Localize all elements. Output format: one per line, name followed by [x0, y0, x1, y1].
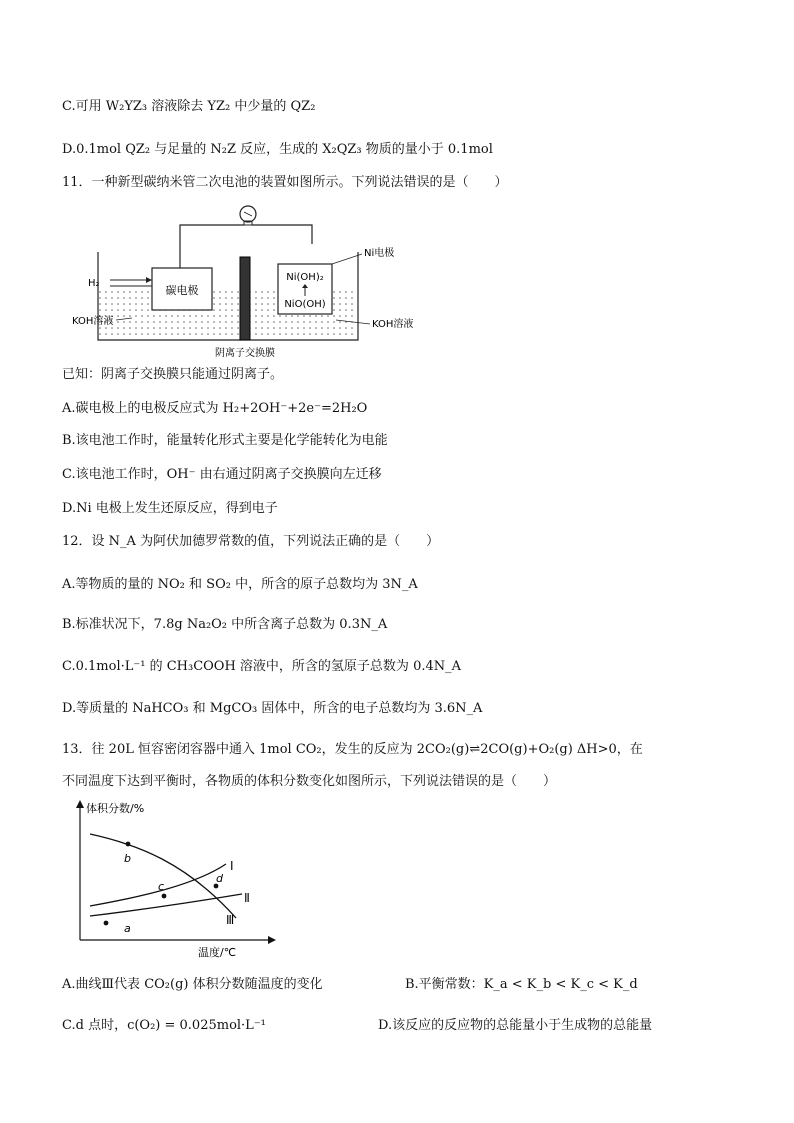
koh-right-label: KOH溶液 — [372, 319, 414, 330]
q13-option-c: C.d 点时，c(O₂) = 0.025mol·L⁻¹ — [62, 1018, 266, 1033]
battery-diagram — [72, 200, 440, 360]
q13-option-d: D.该反应的反应物的总能量小于生成物的总能量 — [378, 1018, 653, 1033]
h2-label: H₂ — [88, 278, 100, 289]
anion-exchange-membrane — [240, 257, 250, 340]
question-13-stem-2: 不同温度下达到平衡时，各物质的体积分数变化如图所示，下列说法错误的是（ ） — [62, 774, 557, 789]
point-b — [126, 842, 131, 847]
q12-option-d: D.等质量的 NaHCO₃ 和 MgCO₃ 固体中，所含的电子总数均为 3.6N_A — [62, 701, 483, 716]
x-axis-label: 温度/℃ — [198, 946, 237, 959]
q13-option-a: A.曲线Ⅲ代表 CO₂(g) 体积分数随温度的变化 — [62, 977, 323, 992]
q11-option-b: B.该电池工作时，能量转化形式主要是化学能转化为电能 — [62, 433, 388, 448]
q11-option-d: D.Ni 电极上发生还原反应，得到电子 — [62, 501, 278, 516]
koh-left-label: KOH溶液 — [72, 316, 114, 327]
q12-option-c: C.0.1mol·L⁻¹ 的 CH₃COOH 溶液中，所含的氢原子总数为 0.4N_A — [62, 659, 462, 674]
q12-option-a: A.等物质的量的 NO₂ 和 SO₂ 中，所含的原子总数均为 3N_A — [62, 577, 418, 592]
curve-III-label: Ⅲ — [226, 913, 235, 927]
question-12-stem: 12．设 N_A 为阿伏加德罗常数的值，下列说法正确的是（ ） — [62, 534, 440, 549]
volume-fraction-chart — [66, 798, 296, 958]
question-13-stem-1: 13．往 20L 恒容密闭容器中通入 1mol CO₂，发生的反应为 2CO₂(g)⇌2CO(g)+O₂(g) ΔH>0，在 — [62, 742, 643, 757]
q11-option-a: A.碳电极上的电极反应式为 H₂+2OH⁻+2e⁻=2H₂O — [62, 401, 368, 416]
curve-I-label: Ⅰ — [230, 859, 234, 873]
membrane-label: 阴离子交换膜 — [215, 348, 275, 359]
q13-option-b: B.平衡常数：K_a < K_b < K_c < K_d — [405, 977, 638, 992]
y-axis-label: 体积分数/% — [86, 802, 145, 815]
known-condition: 已知：阴离子交换膜只能通过阴离子。 — [62, 367, 284, 382]
carbon-electrode-label: 碳电极 — [165, 284, 199, 297]
point-a — [104, 921, 109, 926]
curve-II-label: Ⅱ — [244, 891, 250, 905]
q11-option-c: C.该电池工作时，OH⁻ 由右通过阴离子交换膜向左迁移 — [62, 467, 382, 482]
question-11-stem: 11．一种新型碳纳米管二次电池的装置如图所示。下列说法错误的是（ ） — [62, 175, 508, 190]
bulb-icon — [240, 206, 256, 225]
ni-electrode-label: Ni电极 — [364, 248, 395, 259]
point-c — [162, 894, 167, 899]
svg-text:a: a — [124, 922, 131, 935]
ni-oh2-label: Ni(OH)₂ — [286, 272, 324, 283]
option-d-prev: D.0.1mol QZ₂ 与足量的 N₂Z 反应，生成的 X₂QZ₃ 物质的量小于 0.1mol — [62, 142, 493, 157]
svg-text:d: d — [216, 872, 223, 885]
q12-option-b: B.标准状况下，7.8g Na₂O₂ 中所含离子总数为 0.3N_A — [62, 617, 388, 632]
option-c-prev: C.可用 W₂YZ₃ 溶液除去 YZ₂ 中少量的 QZ₂ — [62, 99, 316, 114]
svg-text:b: b — [124, 852, 131, 865]
curve-III — [90, 834, 236, 918]
svg-text:c: c — [158, 880, 165, 893]
nio-oh-label: NiO(OH) — [284, 299, 326, 310]
